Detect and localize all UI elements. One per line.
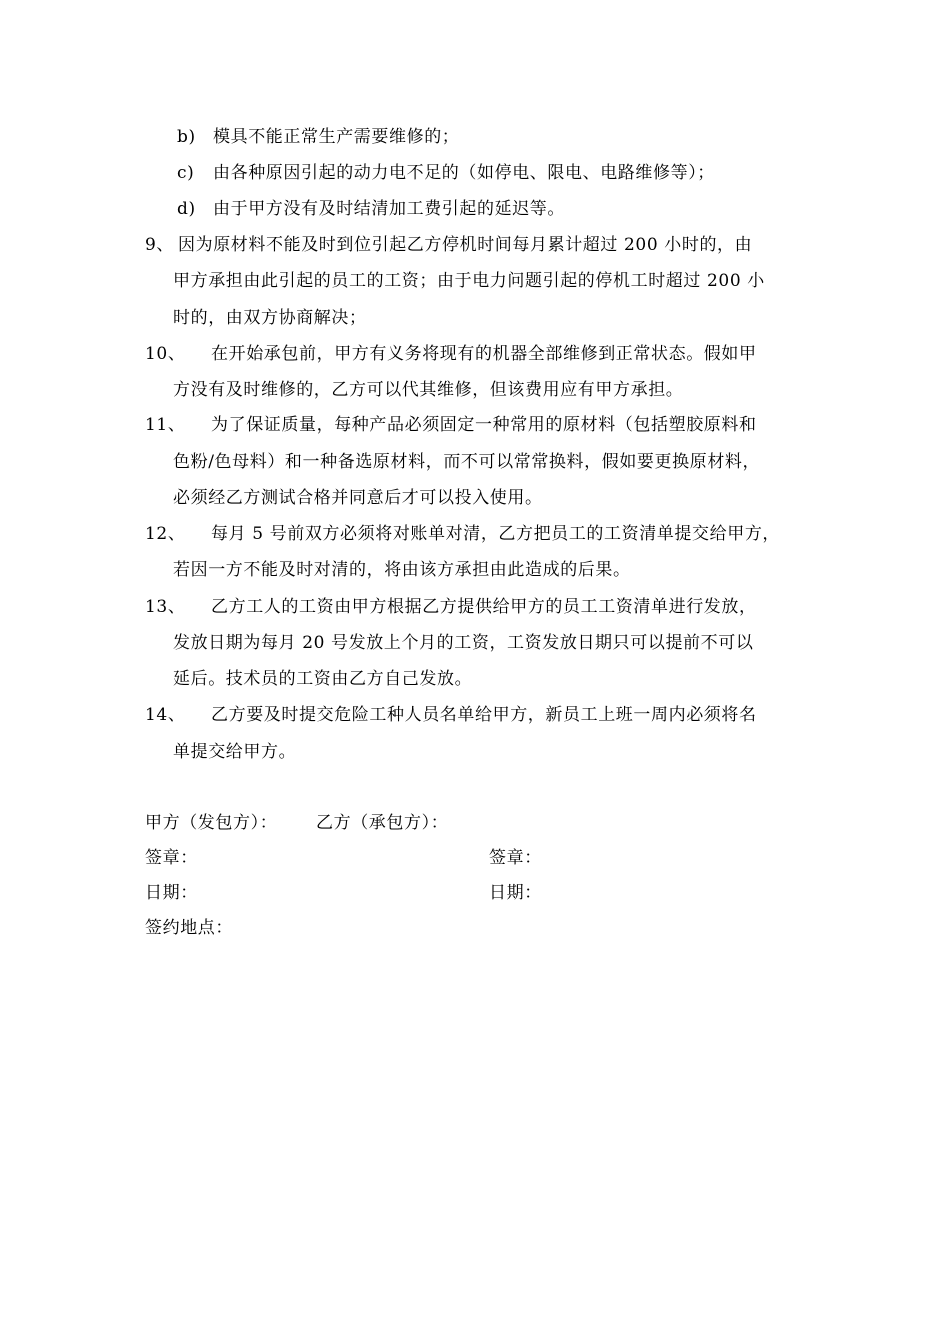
signing-location-label: 签约地点：	[145, 918, 233, 938]
sub-item-text: 由各种原因引起的动力电不足的（如停电、限电、电路维修等）；	[213, 163, 715, 183]
clause-line: 发放日期为每月 20 号发放上个月的工资，工资发放日期只可以提前不可以	[173, 633, 754, 653]
sub-item-text: 模具不能正常生产需要维修的；	[213, 127, 460, 147]
clause-number: 10、	[145, 344, 186, 364]
clause-line: 必须经乙方测试合格并同意后才可以投入使用。	[173, 488, 543, 508]
party-b-date-label: 日期：	[489, 883, 542, 903]
clause-line: 在开始承包前，甲方有义务将现有的机器全部维修到正常状态。假如甲	[211, 344, 757, 364]
party-a-label: 甲方（发包方）：	[145, 813, 278, 833]
sub-item-marker: c)	[177, 163, 195, 183]
clause-number: 14、	[145, 705, 186, 725]
clause-line: 时的，由双方协商解决；	[173, 308, 367, 328]
clause-number: 9、	[145, 235, 175, 255]
clause-line: 为了保证质量，每种产品必须固定一种常用的原材料（包括塑胶原料和	[211, 415, 757, 435]
clause-number: 12、	[145, 524, 186, 544]
clause-line: 因为原材料不能及时到位引起乙方停机时间每月累计超过 200 小时的，由	[178, 235, 753, 255]
clause-line: 色粉/色母料）和一种备选原材料，而不可以常常换料，假如要更换原材料，	[173, 452, 761, 472]
clause-line: 乙方要及时提交危险工种人员名单给甲方，新员工上班一周内必须将名	[211, 705, 757, 725]
party-b-label: 乙方（承包方）：	[316, 813, 449, 833]
clause-line: 方没有及时维修的，乙方可以代其维修，但该费用应有甲方承担。	[173, 380, 684, 400]
sub-item-text: 由于甲方没有及时结清加工费引起的延迟等。	[213, 199, 565, 219]
clause-number: 11、	[145, 415, 186, 435]
sub-item-marker: d)	[177, 199, 196, 219]
clause-line: 甲方承担由此引起的员工的工资；由于电力问题引起的停机工时超过 200 小	[173, 271, 765, 291]
party-a-date-label: 日期：	[145, 883, 198, 903]
clause-line: 每月 5 号前双方必须将对账单对清，乙方把员工的工资清单提交给甲方，	[211, 524, 781, 544]
clause-line: 若因一方不能及时对清的，将由该方承担由此造成的后果。	[173, 560, 631, 580]
party-a-seal-label: 签章：	[145, 848, 198, 868]
party-b-seal-label: 签章：	[489, 848, 542, 868]
clause-line: 单提交给甲方。	[173, 742, 297, 762]
sub-item-marker: b)	[177, 127, 196, 147]
clause-number: 13、	[145, 597, 186, 617]
clause-line: 乙方工人的工资由甲方根据乙方提供给甲方的员工工资清单进行发放，	[211, 597, 757, 617]
clause-line: 延后。技术员的工资由乙方自己发放。	[173, 669, 473, 689]
